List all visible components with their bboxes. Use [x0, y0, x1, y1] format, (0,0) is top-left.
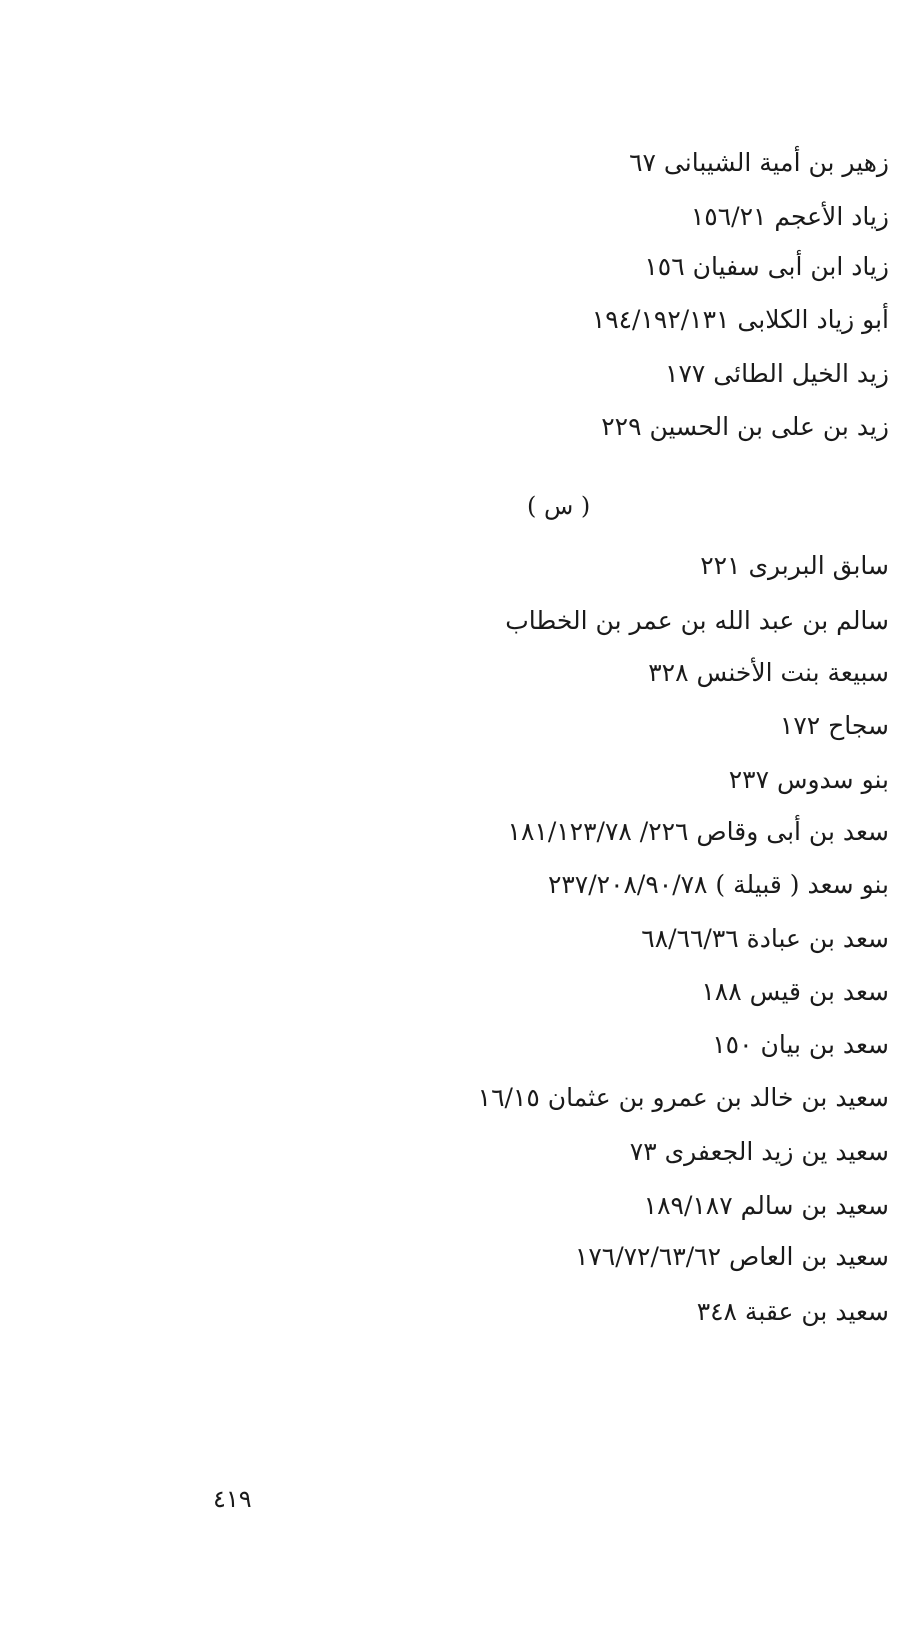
index-entry: بنو سدوس ٢٣٧	[728, 765, 889, 794]
index-entry: سعد بن عبادة ٦٨/٦٦/٣٦	[641, 924, 889, 953]
index-entry: سعيد بن خالد بن عمرو بن عثمان ١٦/١٥	[477, 1083, 889, 1112]
index-entry: زياد الأعجم ١٥٦/٢١	[690, 202, 889, 231]
index-entry: سعيد بن سالم ١٨٩/١٨٧	[643, 1191, 889, 1220]
index-entry: سعيد ين زيد الجعفرى ٧٣	[629, 1137, 889, 1166]
index-entry: أبو زياد الكلابى ١٩٤/١٩٢/١٣١	[591, 305, 889, 334]
index-entry: بنو سعد ( قبيلة ) ٢٣٧/٢٠٨/٩٠/٧٨	[547, 870, 889, 899]
index-entry: سعد بن أبى وقاص ٢٢٦/ ١٨١/١٢٣/٧٨	[507, 817, 889, 846]
index-entry: سجاح ١٧٢	[779, 711, 889, 740]
index-entry: سبيعة بنت الأخنس ٣٢٨	[648, 658, 889, 687]
index-entry: زيد بن على بن الحسين ٢٢٩	[601, 412, 889, 441]
index-entry: زيد الخيل الطائى ١٧٧	[665, 359, 889, 388]
index-entry: سعيد بن عقبة ٣٤٨	[696, 1297, 889, 1326]
index-entry: سعيد بن العاص ١٧٦/٧٢/٦٣/٦٢	[574, 1242, 889, 1271]
index-entry: سالم بن عبد الله بن عمر بن الخطاب	[505, 606, 889, 635]
index-entry: زهير بن أمية الشيبانى ٦٧	[629, 148, 889, 177]
page-number: ٤١٩	[213, 1485, 252, 1513]
section-heading: ( س )	[527, 492, 591, 520]
index-entry: سابق البربرى ٢٢١	[700, 551, 889, 580]
index-entry: زياد ابن أبى سفيان ١٥٦	[644, 252, 889, 281]
index-entry: سعد بن بيان ١٥٠	[712, 1030, 889, 1059]
index-entry: سعد بن قيس ١٨٨	[701, 977, 889, 1006]
